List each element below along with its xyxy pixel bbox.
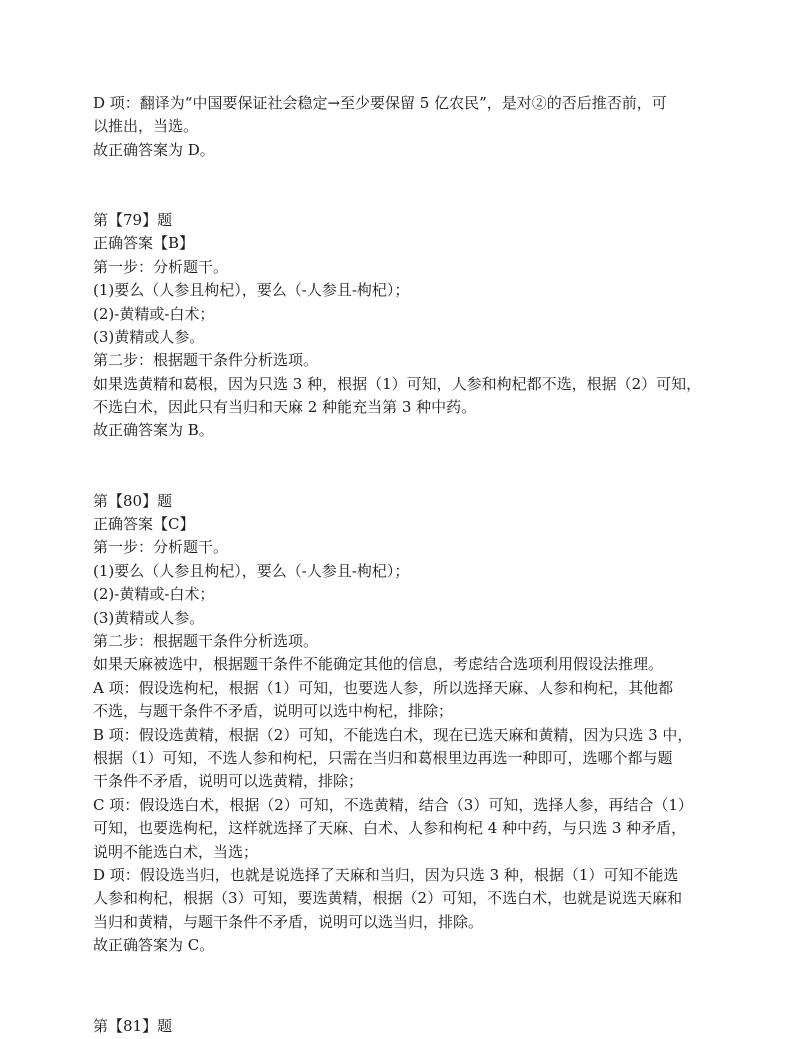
text-line: 第二步：根据题干条件分析选项。 [93, 632, 319, 651]
previous-answer-tail [93, 92, 716, 162]
text-line: 第一步：分析题干。 [93, 538, 229, 557]
question-heading: 第【79】题 [93, 210, 173, 229]
question-79-section [93, 209, 716, 443]
text-line: 故正确答案为 C。 [93, 936, 215, 955]
answer-line: 正确答案【B】 [93, 234, 195, 253]
text-line: 以推出，当选。 [93, 117, 199, 136]
question-heading: 第【80】题 [93, 491, 173, 510]
text-line: D 项：假设选当归，也就是说选择了天麻和当归，因为只选 3 种，根据（1）可知不能选 [93, 865, 679, 884]
text-line: 如果选黄精和葛根，因为只选 3 种，根据（1）可知，人参和枸杞都不选，根据（2）可知， [93, 374, 702, 393]
text-line: 不选，与题干条件不矛盾，说明可以选中枸杞，排除； [93, 702, 454, 721]
text-line: (1)要么（人参且枸杞），要么（-人参且-枸杞）； [93, 561, 410, 580]
text-line: (2)-黄精或-白术； [93, 585, 215, 604]
text-line: 不选白术，因此只有当归和天麻 2 种能充当第 3 种中药。 [93, 398, 477, 417]
text-line: 人参和枸杞，根据（3）可知，要选黄精，根据（2）可知，不选白术，也就是说选天麻和 [93, 889, 683, 908]
question-81-section [93, 1015, 716, 1038]
text-line: 说明不能选白术，当选； [93, 842, 259, 861]
text-line: 当归和黄精，与题干条件不矛盾，说明可以选当归，排除。 [93, 912, 484, 931]
text-line: B 项：假设选黄精，根据（2）可知，不能选白术，现在已选天麻和黄精，因为只选 3 中， [93, 725, 693, 744]
text-line: D 项：翻译为“中国要保证社会稳定→至少要保留 5 亿农民”，是对②的否后推否前，可 [93, 94, 667, 112]
text-line: 故正确答案为 D。 [93, 140, 215, 159]
text-line: C 项：假设选白术，根据（2）可知，不选黄精，结合（3）可知，选择人参，再结合（1） [93, 795, 693, 814]
text-line: (2)-黄精或-白术； [93, 304, 215, 323]
text-line: (3)黄精或人参。 [93, 608, 205, 627]
text-line: 可知，也要选枸杞，这样就选择了天麻、白术、人参和枸杞 4 种中药，与只选 3 种矛盾， [93, 819, 687, 838]
text-line: (3)黄精或人参。 [93, 327, 205, 346]
question-heading: 第【81】题 [93, 1017, 173, 1036]
question-80-section [93, 490, 716, 958]
text-line: 第二步：根据题干条件分析选项。 [93, 351, 319, 370]
text-line: 如果天麻被选中，根据题干条件不能确定其他的信息，考虑结合选项利用假设法推理。 [93, 655, 664, 674]
text-line: 第一步：分析题干。 [93, 257, 229, 276]
text-line: 根据（1）可知，不选人参和枸杞，只需在当归和葛根里边再选一种即可，选哪个都与题 [93, 748, 673, 767]
text-line: A 项：假设选枸杞，根据（1）可知，也要选人参，所以选择天麻、人参和枸杞，其他都 [93, 678, 674, 697]
text-line: 干条件不矛盾，说明可以选黄精，排除； [93, 772, 364, 791]
answer-line: 正确答案【C】 [93, 515, 195, 534]
text-line: 故正确答案为 B。 [93, 421, 214, 440]
text-line: (1)要么（人参且枸杞），要么（-人参且-枸杞）； [93, 281, 410, 300]
